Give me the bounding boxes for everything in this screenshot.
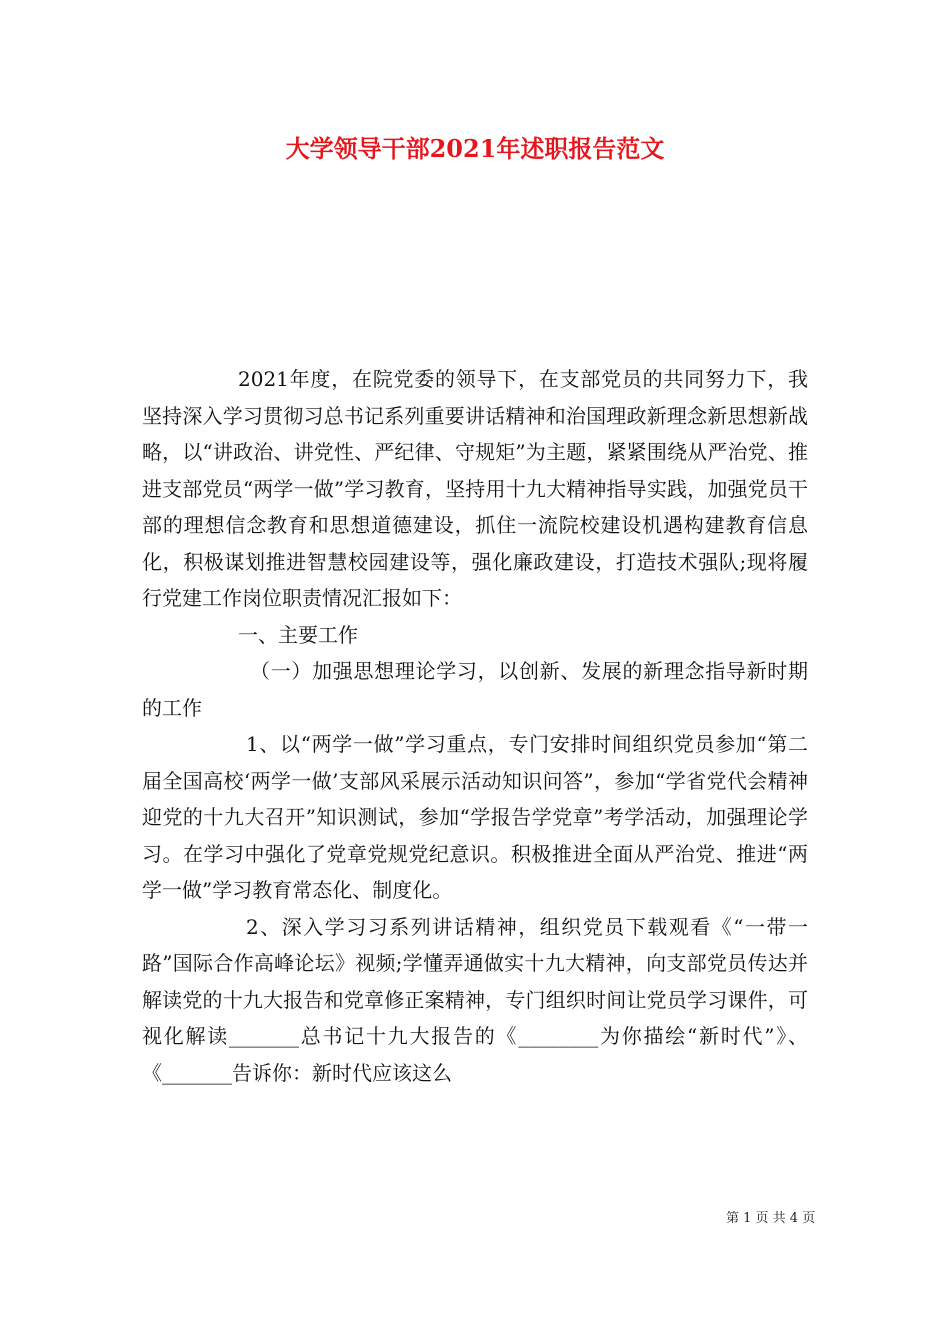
item-paragraph-2: 2、深入学习习系列讲话精神，组织党员下载观看《“一带一路”国际合作高峰论坛》视频;学懂弄通做实十九大精神，向支部党员传达并解读党的十九大报告和党章修正案精神，专门组织时间让党员学习课件，可视化解读_______总书记十九大报告的《________为你描绘“新时代”》、《_______告诉你：新时代应该这么 [142, 914, 808, 1085]
item-paragraph-1: 1、以“两学一做”学习重点，专门安排时间组织党员参加“第二届全国高校‘两学一做’支部风采展示活动知识问答”，参加“学省党代会精神迎党的十九大召开”知识测试，参加“学报告学党章”考学活动，加强理论学习。在学习中强化了党章党规党纪意识。积极推进全面从严治党、推进“两学一做”学习教育常态化、制度化。 [142, 732, 808, 902]
page-number: 第 1 页 共 4 页 [726, 1211, 816, 1226]
intro-paragraph: 2021年度，在院党委的领导下，在支部党员的共同努力下，我坚持深入学习贯彻习总书记系列重要讲话精神和治国理政新理念新思想新战略，以“讲政治、讲党性、严纪律、守规矩”为主题，紧紧围绕从严治党、推进支部党员“两学一做”学习教育，坚持用十九大精神指导实践，加强党员干部的理想信念教育和思想道德建设，抓住一流院校建设机遇构建教育信息化，积极谋划推进智慧校园建设等，强化廉政建设，打造技术强队;现将履行党建工作岗位职责情况汇报如下： [142, 367, 808, 610]
document-title: 大学领导干部2021年述职报告范文 [285, 134, 665, 163]
subsection-heading: （一）加强思想理论学习，以创新、发展的新理念指导新时期的工作 [142, 659, 808, 720]
document-body [142, 361, 808, 1091]
section-heading: 一、主要工作 [238, 622, 358, 647]
